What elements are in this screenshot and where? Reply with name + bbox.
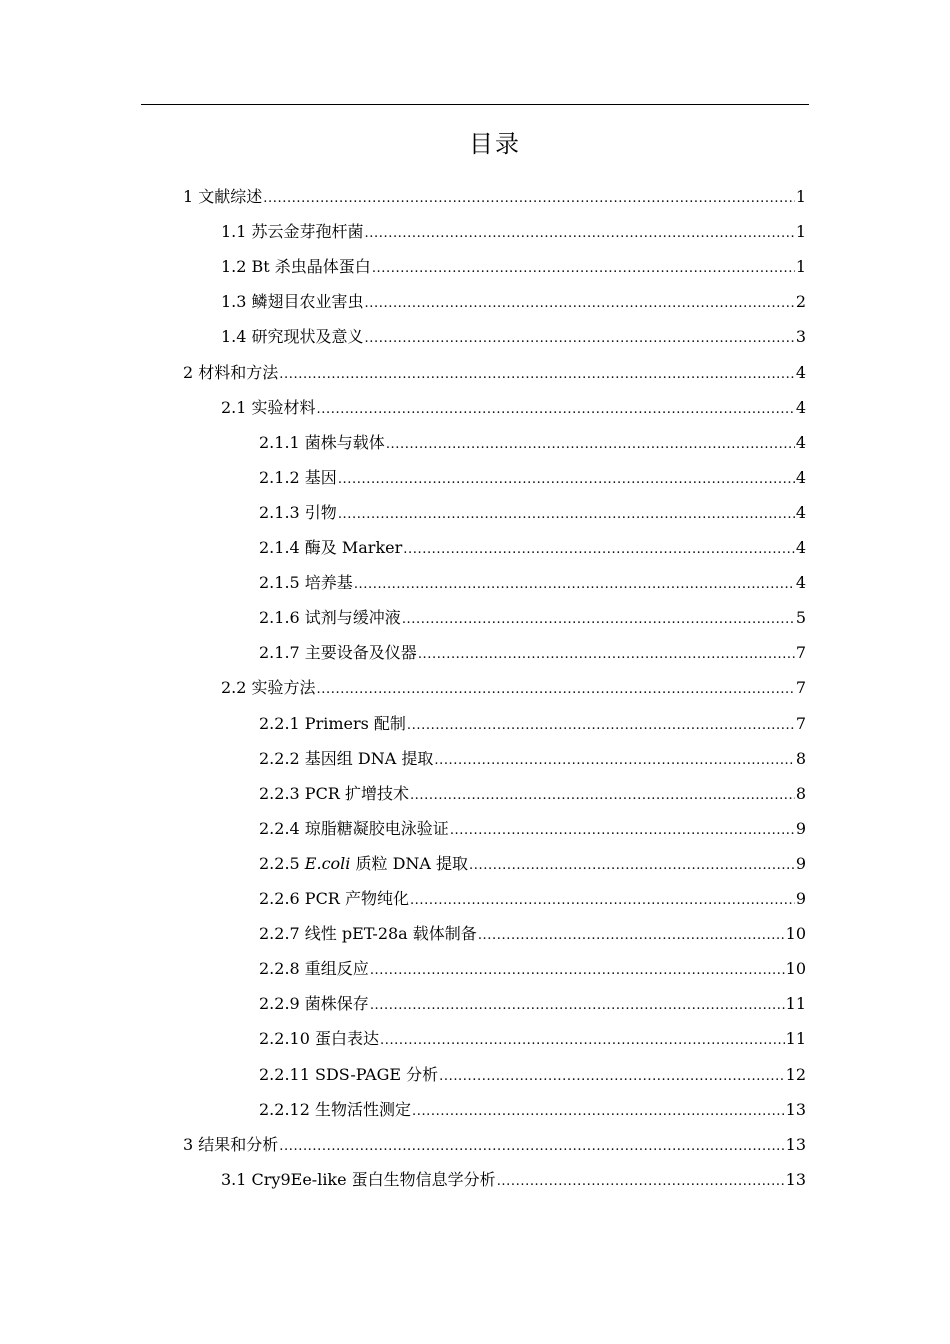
toc-leader-dots: [354, 570, 795, 600]
toc-entry-label: 2.2.1 Primers 配制: [259, 713, 406, 733]
toc-page-number: 10: [785, 959, 806, 979]
toc-page-number: 8: [795, 748, 806, 768]
toc-entry[interactable]: [259, 498, 806, 528]
toc-leader-dots: [402, 605, 795, 635]
toc-leader-dots: [279, 360, 795, 390]
toc-entry[interactable]: [259, 638, 806, 668]
toc-entry[interactable]: [259, 568, 806, 598]
toc-entry-label: 1.2 Bt 杀虫晶体蛋白: [221, 257, 371, 277]
toc-entry-label: 2.2.10 蛋白表达: [259, 1029, 379, 1049]
toc-entry[interactable]: [221, 287, 806, 317]
toc-entry[interactable]: [183, 182, 806, 212]
toc-entry-label: 1.1 苏云金芽孢杆菌: [221, 222, 364, 242]
toc-entry-label: 2.1.4 酶及 Marker: [259, 538, 403, 557]
toc-page-number: 4: [795, 502, 806, 522]
toc-leader-dots: [279, 1132, 784, 1162]
toc-page-number: 5: [795, 608, 806, 628]
toc-page-number: 4: [795, 397, 806, 417]
toc-page-number: 9: [795, 889, 806, 908]
toc-page-number: 13: [785, 1099, 806, 1119]
toc-entry[interactable]: [259, 954, 806, 984]
page-title: 目录: [469, 130, 521, 158]
toc-entry-label: 2.1.2 基因: [259, 467, 337, 487]
toc-entry-label: 2.1.3 引物: [259, 502, 337, 522]
toc-page-number: 2: [795, 292, 806, 312]
toc-page-number: 8: [795, 783, 806, 803]
toc-entry-label: 2.2.12 生物活性测定: [259, 1099, 411, 1119]
toc-leader-dots: [469, 851, 795, 881]
toc-entry[interactable]: [259, 603, 806, 633]
toc-entry[interactable]: [259, 428, 806, 458]
toc-entry-label: 2.2.8 重组反应: [259, 959, 369, 979]
toc-entry[interactable]: [259, 919, 806, 949]
toc-page-number: 4: [795, 538, 806, 557]
toc-page-number: 11: [785, 1029, 806, 1049]
toc-leader-dots: [450, 816, 795, 846]
toc-entry[interactable]: [259, 744, 806, 774]
toc-page-number: 7: [795, 678, 806, 698]
toc-page-number: 9: [795, 818, 806, 838]
toc-entry-label: 2.2.3 PCR 扩增技术: [259, 783, 409, 803]
toc-leader-dots: [434, 746, 794, 776]
toc-page-number: 7: [795, 643, 806, 663]
toc-leader-dots: [370, 956, 785, 986]
toc-entry[interactable]: [259, 814, 806, 844]
toc-leader-dots: [338, 500, 795, 530]
toc-leader-dots: [370, 991, 785, 1021]
toc-leader-dots: [380, 1026, 785, 1056]
toc-entry-label: 1.4 研究现状及意义: [221, 327, 364, 347]
toc-entry-label: 2.2.5 E.coli 质粒 DNA 提取: [259, 853, 469, 873]
toc-entry[interactable]: [221, 322, 806, 352]
toc-leader-dots: [317, 395, 795, 425]
toc-page-number: 9: [795, 853, 806, 873]
toc-entry-label: 2.2.4 琼脂糖凝胶电泳验证: [259, 818, 449, 838]
toc-entry[interactable]: [221, 393, 806, 423]
toc-leader-dots: [372, 254, 795, 284]
toc-leader-dots: [418, 640, 795, 670]
toc-entry[interactable]: [259, 463, 806, 493]
toc-page-number: 11: [785, 994, 806, 1014]
toc-page-number: 1: [795, 222, 806, 242]
toc-leader-dots: [478, 921, 785, 951]
toc-leader-dots: [365, 289, 795, 319]
toc-entry-label: 2.2.2 基因组 DNA 提取: [259, 748, 434, 768]
toc-leader-dots: [439, 1062, 785, 1092]
toc-entry[interactable]: [183, 1130, 806, 1160]
toc-leader-dots: [407, 711, 795, 741]
toc-page-number: 4: [795, 362, 806, 382]
toc-entry-label: 1.3 鳞翅目农业害虫: [221, 292, 364, 312]
toc-leader-dots: [410, 781, 795, 811]
toc-page-number: 1: [795, 187, 806, 206]
toc-entry[interactable]: [259, 989, 806, 1019]
toc-entry-label: 2.1.1 菌株与载体: [259, 432, 385, 452]
toc-page-number: 4: [795, 573, 806, 593]
toc-entry[interactable]: [259, 533, 806, 563]
toc-leader-dots: [365, 219, 795, 249]
toc-page-number: 4: [795, 432, 806, 452]
toc-leader-dots: [412, 1097, 785, 1127]
toc-entry-label: 2.2 实验方法: [221, 678, 316, 698]
toc-page-number: 1: [795, 257, 806, 277]
toc-entry-label: 2.2.9 菌株保存: [259, 994, 369, 1014]
toc-leader-dots: [365, 324, 795, 354]
toc-page-number: 13: [785, 1169, 806, 1189]
toc-entry[interactable]: [183, 358, 806, 388]
toc-leader-dots: [386, 430, 795, 460]
toc-entry-label: 2.1.5 培养基: [259, 573, 353, 593]
toc-entry[interactable]: [259, 849, 806, 879]
toc-leader-dots: [497, 1167, 785, 1197]
toc-entry[interactable]: [221, 217, 806, 247]
toc-entry[interactable]: [259, 779, 806, 809]
toc-page-number: 7: [795, 713, 806, 733]
toc-entry[interactable]: [221, 1165, 806, 1195]
toc-leader-dots: [317, 675, 795, 705]
toc-leader-dots: [410, 886, 795, 916]
toc-page-number: 3: [795, 327, 806, 347]
toc-entry[interactable]: [259, 1024, 806, 1054]
toc-entry[interactable]: [259, 884, 806, 914]
toc-entry[interactable]: [221, 673, 806, 703]
toc-entry-label: 2 材料和方法: [183, 362, 279, 382]
toc-entry-label: 2.2.6 PCR 产物纯化: [259, 889, 409, 908]
toc-entry-label: 2.2.7 线性 pET-28a 载体制备: [259, 924, 477, 944]
toc-page-number: 13: [785, 1134, 806, 1154]
toc-page-number: 4: [795, 467, 806, 487]
toc-entry-label: 3 结果和分析: [183, 1134, 279, 1154]
toc-entry-label: 3.1 Cry9Ee-like 蛋白生物信息学分析: [221, 1169, 496, 1189]
toc-entry[interactable]: [259, 709, 806, 739]
toc-entry-label: 2.1.7 主要设备及仪器: [259, 643, 417, 663]
toc-entry-label: 2.1 实验材料: [221, 397, 316, 417]
toc-page-number: 12: [785, 1064, 806, 1084]
toc-entry[interactable]: [259, 1060, 806, 1090]
header-rule: [141, 104, 809, 105]
toc-leader-dots: [263, 184, 795, 214]
toc-page-number: 10: [785, 924, 806, 944]
toc-entry-label: 2.2.11 SDS-PAGE 分析: [259, 1064, 439, 1084]
toc-entry-label: 1 文献综述: [183, 187, 263, 206]
toc-entry[interactable]: [221, 252, 806, 282]
toc-leader-dots: [338, 465, 795, 495]
toc-entry[interactable]: [259, 1095, 806, 1125]
toc-leader-dots: [403, 535, 795, 565]
toc-entry-label: 2.1.6 试剂与缓冲液: [259, 608, 401, 628]
